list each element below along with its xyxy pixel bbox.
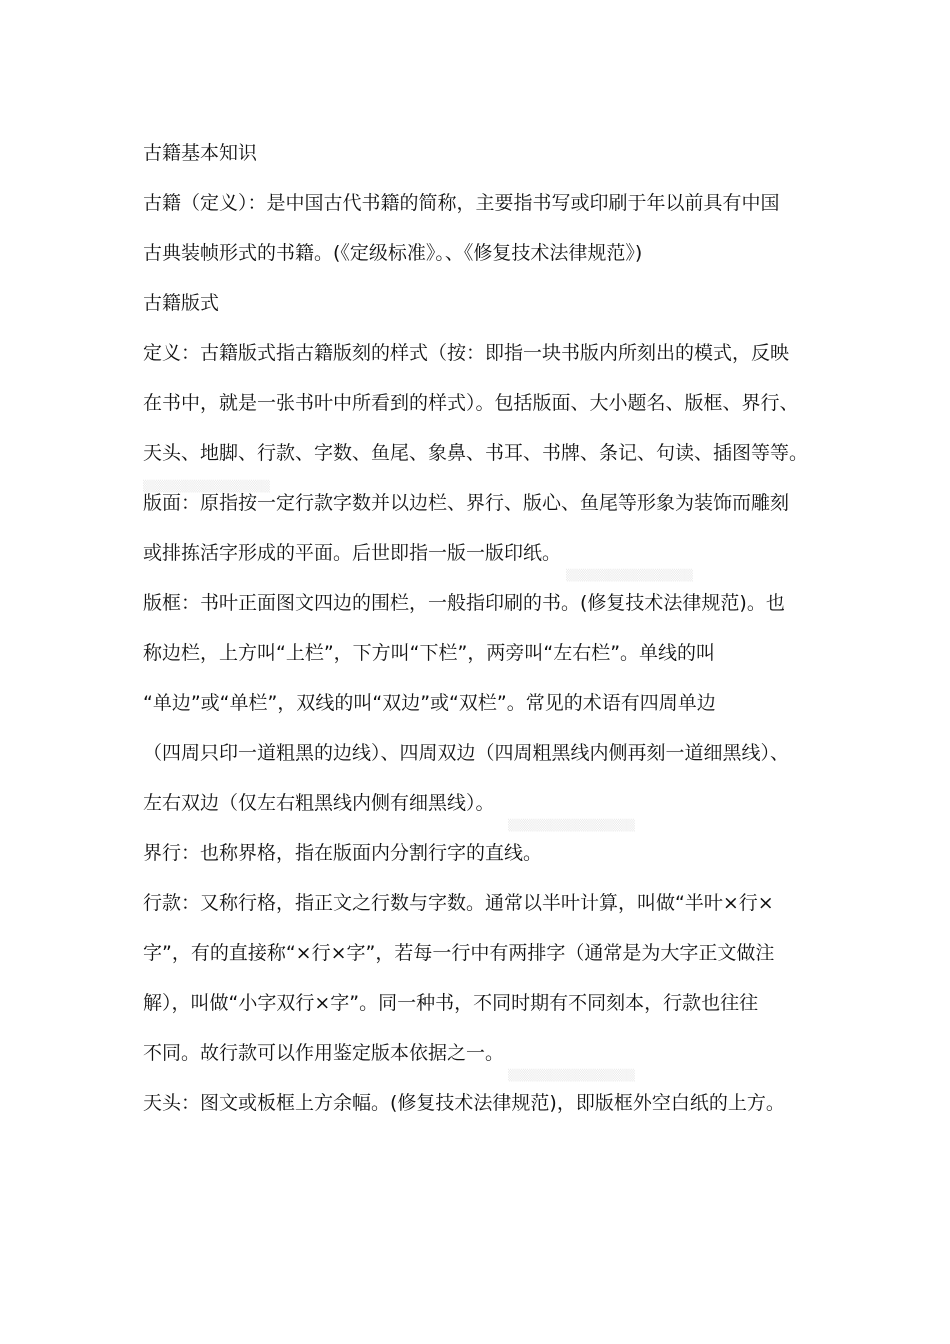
faint-watermark-text: ▒▒▒▒▒▒▒▒▒▒▒▒▒▒▒ [508,819,635,832]
document-body [143,128,823,1128]
text-line: 古籍（定义）：是中国古代书籍的简称，主要指书写或印刷于年以前具有中国 [143,192,780,214]
text-line: 版面：原指按一定行款字数并以边栏、界行、版心、鱼尾等形象为装饰而雕刻 [143,492,790,514]
faint-watermark-text: ▒▒▒▒▒▒▒▒▒▒▒▒▒▒▒ [508,1069,635,1082]
text-line: 不同。故行款可以作用鉴定版本依据之一。 [143,1042,505,1064]
text-line: 天头：图文或板框上方余幅。(修复技术法律规范)，即版框外空白纸的上方。 [143,1092,785,1114]
section-heading: 古籍版式 [143,292,220,314]
text-line: 定义：古籍版式指古籍版刻的样式（按：即指一块书版内所刻出的模式，反映 [143,342,790,364]
text-line: 左右双边（仅左右粗黑线内侧有细黑线）。 [143,792,495,814]
text-line: “单边”或“单栏”，双线的叫“双边”或“双栏”。常见的术语有四周单边 [143,692,716,714]
text-line: 称边栏，上方叫“上栏”，下方叫“下栏”，两旁叫“左右栏”。单线的叫 [143,642,716,664]
text-line: 行款：又称行格，指正文之行数与字数。通常以半叶计算，叫做“半叶×行× [143,892,774,914]
text-line: 古典装帧形式的书籍。(《定级标准》。、《修复技术法律规范》) [143,242,643,264]
document-title: 古籍基本知识 [143,142,258,164]
text-line: 或排拣活字形成的平面。后世即指一版一版印纸。 [143,542,562,564]
text-line: 解），叫做“小字双行×字”。同一种书，不同时期有不同刻本，行款也往往 [143,992,759,1014]
faint-watermark-text: ▒▒▒▒▒▒▒▒▒▒▒▒▒▒▒ [143,480,270,493]
faint-watermark-text: ▒▒▒▒▒▒▒▒▒▒▒▒▒▒▒ [566,569,693,582]
text-line: 在书中，就是一张书叶中所看到的样式）。包括版面、大小题名、版框、界行、 [143,392,799,414]
text-line: 字”，有的直接称“×行×字”，若每一行中有两排字（通常是为大字正文做注 [143,942,775,964]
text-line: （四周只印一道粗黑的边线）、四周双边（四周粗黑线内侧再刻一道细黑线）、 [143,742,790,764]
text-line: 界行：也称界格，指在版面内分割行字的直线。 [143,842,543,864]
text-line: 天头、地脚、行款、字数、鱼尾、象鼻、书耳、书牌、条记、句读、插图等等。 [143,442,809,464]
text-line: 版框：书叶正面图文四边的围栏，一般指印刷的书。(修复技术法律规范)。也 [143,592,785,614]
